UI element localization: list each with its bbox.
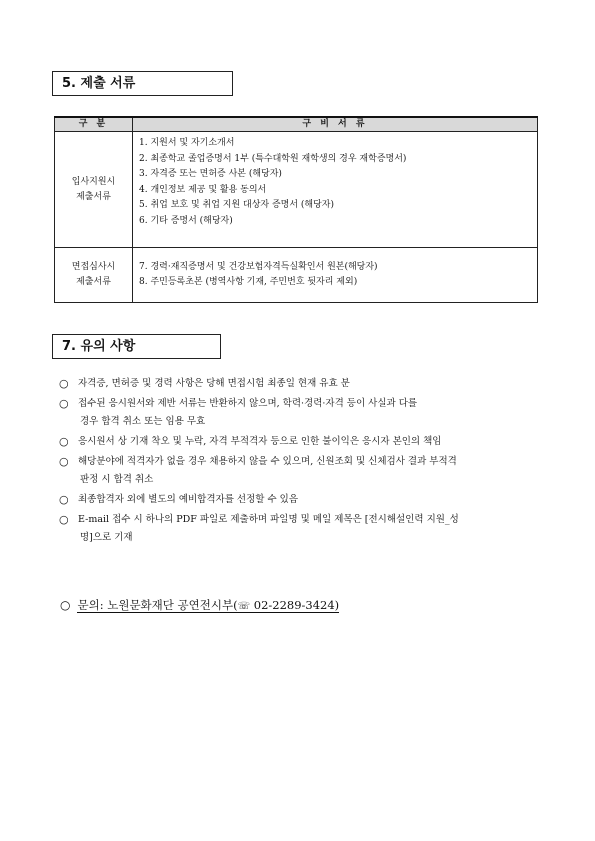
section-7-title: 7. 유의 사항	[52, 334, 221, 359]
documents-table	[54, 116, 538, 303]
list-item: 5. 취업 보호 및 취업 지원 대상자 증명서 (해당자)	[139, 200, 334, 210]
notes-list	[59, 375, 549, 549]
note-line: 접수된 응시원서와 제반 서류는 반환하지 않으며, 학력·경력·자격 등이 사실과 다를	[78, 398, 418, 409]
circle-bullet-icon: ○	[60, 598, 71, 612]
category-label: 입사지원시 제출서류	[71, 176, 116, 202]
header-documents: 구 비 서 류	[133, 117, 538, 132]
list-item: 1. 지원서 및 자기소개서	[139, 138, 235, 148]
note-line: 최종합격자 외에 별도의 예비합격자를 선정할 수 있음	[78, 494, 299, 505]
circle-bullet-icon: ○	[59, 513, 69, 526]
list-item: 7. 경력·재직증명서 및 건강보험자격득실확인서 원본(해당자)	[139, 261, 378, 272]
circle-bullet-icon: ○	[59, 397, 69, 410]
circle-bullet-icon: ○	[59, 435, 69, 448]
category-label: 면접심사시 제출서류	[71, 262, 116, 287]
row-category	[55, 248, 133, 303]
row-items	[133, 132, 538, 248]
note-line: 자격증, 면허증 및 경력 사항은 당해 면접시험 최종일 현재 유효 분	[78, 378, 350, 389]
note-line-continued: 경우 합격 취소 또는 임용 무효	[80, 416, 206, 427]
header-category: 구 분	[55, 117, 133, 132]
note-line: E-mail 접수 시 하나의 PDF 파일로 제출하며 파일명 및 메일 제목은 [전시해설인력 지원_성	[78, 514, 459, 525]
note-item	[59, 433, 549, 451]
circle-bullet-icon: ○	[59, 377, 69, 390]
list-item: 8. 주민등록초본 (병역사항 기재, 주민번호 뒷자리 제외)	[139, 277, 358, 287]
note-line: 응시원서 상 기재 착오 및 누락, 자격 부적격자 등으로 인한 불이익은 응시자 본인의 책임	[78, 436, 442, 447]
note-item	[59, 375, 549, 393]
list-item: 2. 최종학교 졸업증명서 1부 (특수대학원 재학생의 경우 재학증명서)	[139, 153, 407, 164]
row-items	[133, 248, 538, 303]
phone-icon: ☏	[237, 601, 251, 612]
note-item	[59, 395, 549, 431]
note-item	[59, 491, 549, 509]
note-line-continued: 판정 시 합격 취소	[80, 474, 154, 485]
list-item: 6. 기타 증명서 (해당자)	[139, 215, 233, 226]
table-header-row	[55, 117, 538, 132]
note-item	[59, 453, 549, 489]
table-row	[55, 132, 538, 248]
section-5-title: 5. 제출 서류	[52, 71, 233, 96]
note-item	[59, 511, 549, 547]
list-item: 4. 개인정보 제공 및 활용 동의서	[139, 184, 267, 195]
circle-bullet-icon: ○	[59, 493, 69, 506]
inquiry-line	[60, 597, 339, 615]
list-item: 3. 자격증 또는 면허증 사본 (해당자)	[139, 169, 282, 179]
table-row	[55, 248, 538, 303]
inquiry-text	[77, 598, 339, 613]
inquiry-label: 문의: 노원문화재단 공연전시부(	[77, 598, 238, 612]
note-line-continued: 명]으로 기재	[80, 532, 133, 543]
row-category	[55, 132, 133, 248]
phone-number: 02-2289-3424)	[250, 598, 340, 612]
note-line: 해당분야에 적격자가 없을 경우 채용하지 않을 수 있으며, 신원조회 및 신체검사 결과 부적격	[78, 456, 457, 467]
circle-bullet-icon: ○	[59, 455, 69, 468]
